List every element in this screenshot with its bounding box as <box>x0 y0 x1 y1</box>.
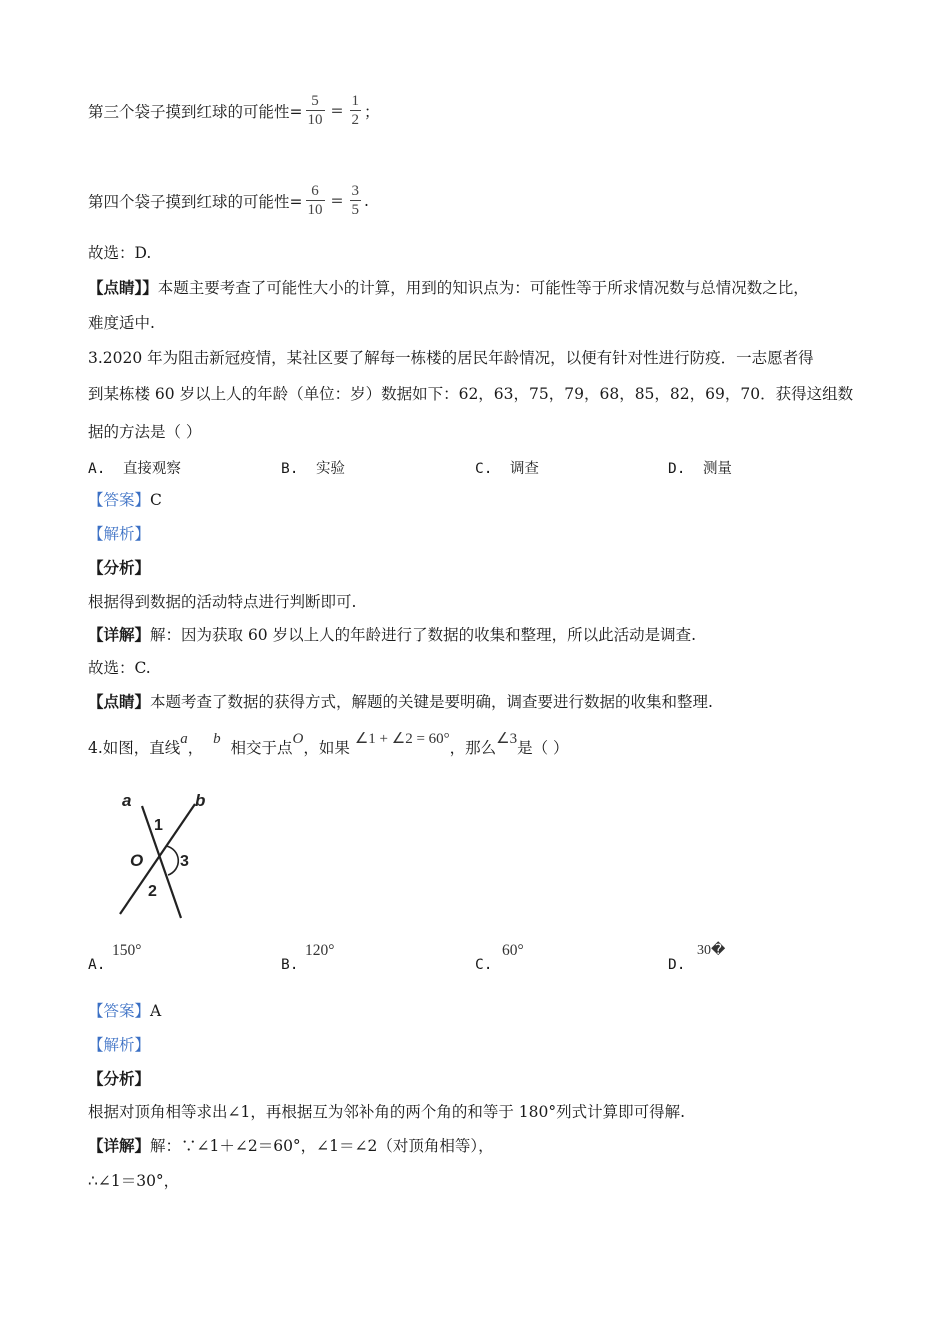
line-text: 第三个袋子摸到红球的可能性= <box>88 102 303 121</box>
q3-stem-line3: 据的方法是（ ） <box>88 423 202 441</box>
q3-option-b: B. 实验 <box>281 461 345 477</box>
label-a: a <box>122 791 132 810</box>
q3-option-a: A. 直接观察 <box>88 461 181 477</box>
q4-option-a-value: 150° <box>112 942 142 959</box>
angle-arc <box>166 846 178 875</box>
q4-stem: 4.如图，直线a， b 相交于点O，如果 ∠1 + ∠2 = 60°，那么∠3是（ ） <box>88 731 569 757</box>
q4-fenxi-tag: 【分析】 <box>88 1069 151 1088</box>
q3-xiangjie: 【详解】解：因为获取 60 岁以上人的年龄进行了数据的收集和整理，所以此活动是调查. <box>88 625 697 644</box>
q4-option-b-value: 120° <box>305 942 335 959</box>
q4-option-a-letter: A. <box>88 957 106 973</box>
q4-xiangjie: 【详解】解：∵∠1＋∠2＝60°，∠1＝∠2（对顶角相等）， <box>88 1136 494 1155</box>
q4-fenxi-text: 根据对顶角相等求出∠1，再根据互为邻补角的两个角的和等于 180°列式计算即可得解. <box>88 1103 686 1121</box>
q4-step2: ∴∠1＝30°， <box>88 1172 180 1190</box>
label-angle-1: 1 <box>154 817 163 834</box>
q2-comment-cont: 难度适中. <box>88 314 155 332</box>
q4-answer: 【答案】A <box>88 1002 162 1020</box>
label-angle-3: 3 <box>180 853 189 870</box>
q3-choose: 故选：C. <box>88 659 151 677</box>
q3-stem-line2: 到某栋楼 60 岁以上人的年龄（单位：岁）数据如下：62，63，75，79，68，85，82，69，70．获得这组数 <box>88 385 854 403</box>
q4-option-b-letter: B. <box>281 957 299 973</box>
label-angle-2: 2 <box>148 883 157 900</box>
fraction: $\frac{1}{2}$ <box>351 93 359 128</box>
q3-jiexi: 【解析】 <box>88 525 151 543</box>
q4-jiexi: 【解析】 <box>88 1036 151 1054</box>
q3-fenxi-text: 根据得到数据的活动特点进行判断即可. <box>88 593 357 611</box>
label-b: b <box>195 791 206 810</box>
label-o: O <box>130 851 144 870</box>
q2-comment: 【点睛】】本题主要考查了可能性大小的计算，用到的知识点为：可能性等于所求情况数与总情况数之比， <box>88 278 809 297</box>
fraction: $\frac{5}{10}$ <box>307 93 323 128</box>
probability-line-4: 第四个袋子摸到红球的可能性= $\frac{6}{10}$ = $\frac{3}{5}$ . <box>88 183 369 218</box>
q4-option-c-letter: C. <box>475 957 493 973</box>
fraction: $\frac{3}{5}$ <box>351 183 359 218</box>
q4-option-d-letter: D. <box>668 957 686 973</box>
line-text: 第四个袋子摸到红球的可能性= <box>88 192 303 211</box>
intersecting-lines-figure <box>108 788 228 932</box>
probability-line-3: 第三个袋子摸到红球的可能性= $\frac{5}{10}$ = $\frac{1}{2}$ ； <box>88 93 380 128</box>
q4-option-d-value: 30� <box>697 943 726 958</box>
q3-answer: 【答案】C <box>88 491 162 509</box>
q3-option-c: C. 调查 <box>475 461 539 477</box>
figure-svg <box>108 788 228 928</box>
fraction: $\frac{6}{10}$ <box>307 183 323 218</box>
q4-option-c-value: 60° <box>502 942 524 959</box>
q2-choose: 故选：D. <box>88 244 152 262</box>
q3-stem-line1: 3.2020 年为阻击新冠疫情，某社区要了解每一栋楼的居民年龄情况，以便有针对性进行防疫．一志愿者得 <box>88 349 814 367</box>
q3-option-d: D. 测量 <box>668 461 732 477</box>
q3-comment: 【点睛】本题考查了数据的获得方式，解题的关键是要明确，调查要进行数据的收集和整理. <box>88 692 713 711</box>
q3-fenxi-tag: 【分析】 <box>88 558 151 577</box>
